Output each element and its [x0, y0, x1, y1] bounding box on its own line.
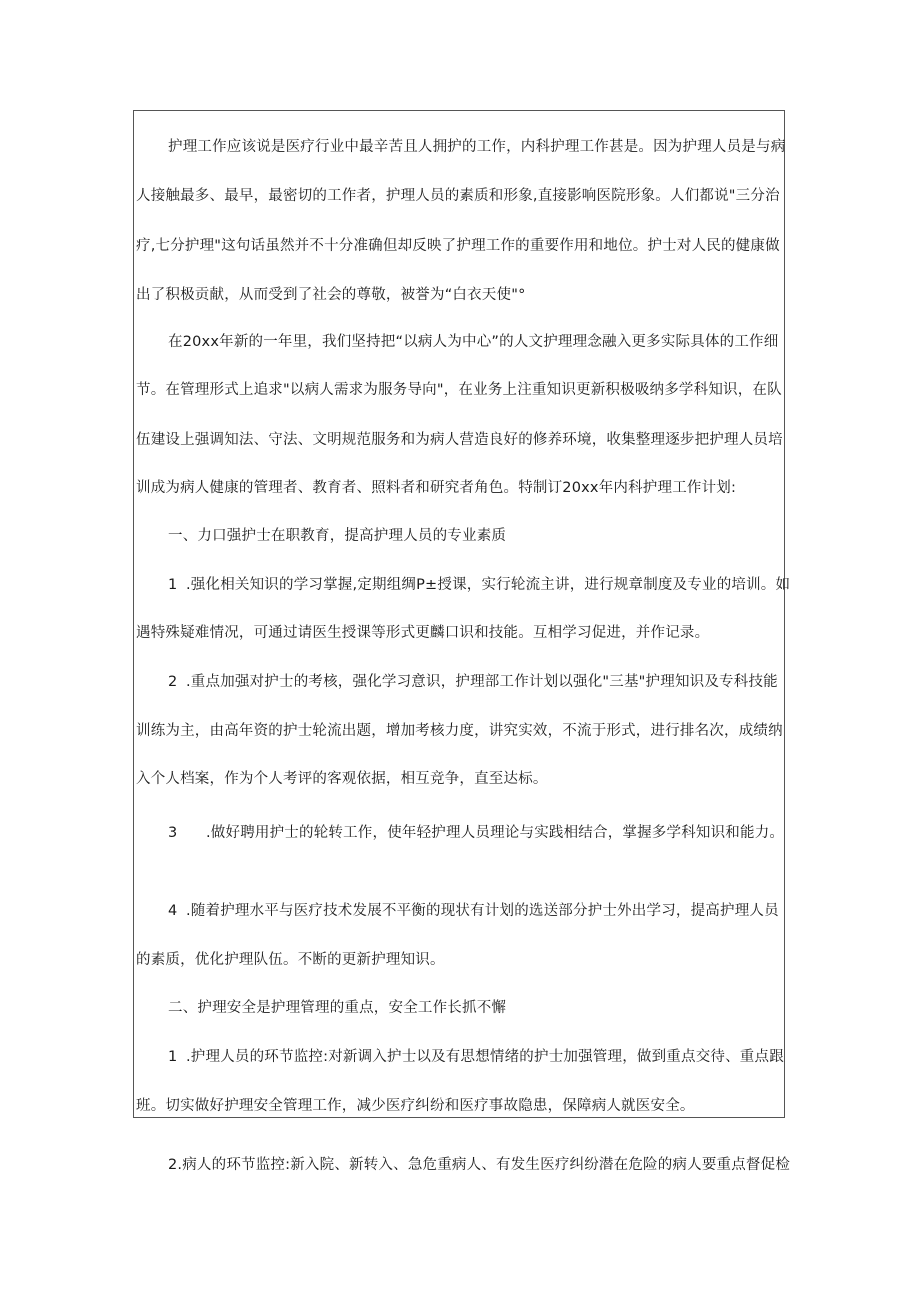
- text-line: 节。在管理形式上追求"以病人需求为服务导向"，在业务上注重知识更新积极吸纳多学科知识，在队: [136, 382, 782, 398]
- text-line: 班。切实做好护理安全管理工作，减少医疗纠纷和医疗事故隐患，保障病人就医安全。: [136, 1098, 695, 1114]
- text-line: 训练为主，由高年资的护士轮流出题，增加考核力度，讲究实效，不流于形式，进行排名次，成绩纳: [136, 723, 783, 739]
- text-line: 人接触最多、最早，最密切的工作者，护理人员的素质和形象,直接影响医院形象。人们都说"三分治: [136, 188, 780, 204]
- text-line: .随着护理水平与医疗技术发展不平衡的现状有计划的选送部分护士外出学习，提高护理人员: [186, 903, 779, 919]
- text-line: 入个人档案，作为个人考评的客观依据，相互竞争，直至达标。: [136, 771, 548, 787]
- text-line: .强化相关知识的学习掌握,定期组绸P±授课，实行轮流主讲，进行规章制度及专业的培训。如: [186, 577, 791, 593]
- item-number: 4: [168, 903, 178, 919]
- item-number: 1: [168, 577, 178, 593]
- text-line: .重点加强对护士的考核，强化学习意识，护理部工作计划以强化"三基"护理知识及专科技能: [186, 674, 778, 690]
- section-2-heading: 二、护理安全是护理管理的重点，安全工作长抓不懈: [168, 1000, 507, 1016]
- text-line: 出了积极贡献，从而受到了社会的尊敬，被誉为“白衣天使"°: [136, 287, 526, 303]
- text-line: 疗,七分护理"这句话虽然并不十分准确但却反映了护理工作的重要作用和地位。护士对人民的健康做: [136, 238, 780, 254]
- text-line: .护理人员的环节监控:对新调入护士以及有思想情绪的护士加强管理，做到重点交待、重点跟: [186, 1049, 784, 1065]
- text-line: 伍建设上强调知法、守法、文明规范服务和为病人营造良好的修养环境，收集整理逐步把护理人员培: [136, 432, 783, 448]
- text-line: .做好聘用护士的轮转工作，使年轻护理人员理论与实践相结合，掌握多学科知识和能力。: [206, 825, 785, 841]
- text-line: 在20xx年新的一年里，我们坚持把“以病人为中心”的人文护理理念融入更多实际具体的工作细: [168, 334, 779, 350]
- text-line: 的素质，优化护理队伍。不断的更新护理知识。: [136, 952, 445, 968]
- item-number: 2: [168, 674, 178, 690]
- text-line: 训成为病人健康的管理者、教育者、照料者和研究者角色。特制订20xx年内科护理工作计划:: [136, 480, 737, 496]
- text-line: 遇特殊疑难情况，可通过请医生授课等形式更麟口识和技能。互相学习促进，并作记录。: [136, 625, 710, 641]
- section-1-heading: 一、力口强护士在职教育，提高护理人员的专业素质: [168, 528, 507, 544]
- item-number: 1: [168, 1049, 178, 1065]
- section-2-item-2: 2.病人的环节监控:新入院、新转入、急危重病人、有发生医疗纠纷潜在危险的病人要重点督促检: [168, 1157, 791, 1173]
- item-number: 3: [168, 825, 178, 841]
- text-line: 护理工作应该说是医疗行业中最辛苦且人拥护的工作，内科护理工作甚是。因为护理人员是与病: [168, 139, 786, 155]
